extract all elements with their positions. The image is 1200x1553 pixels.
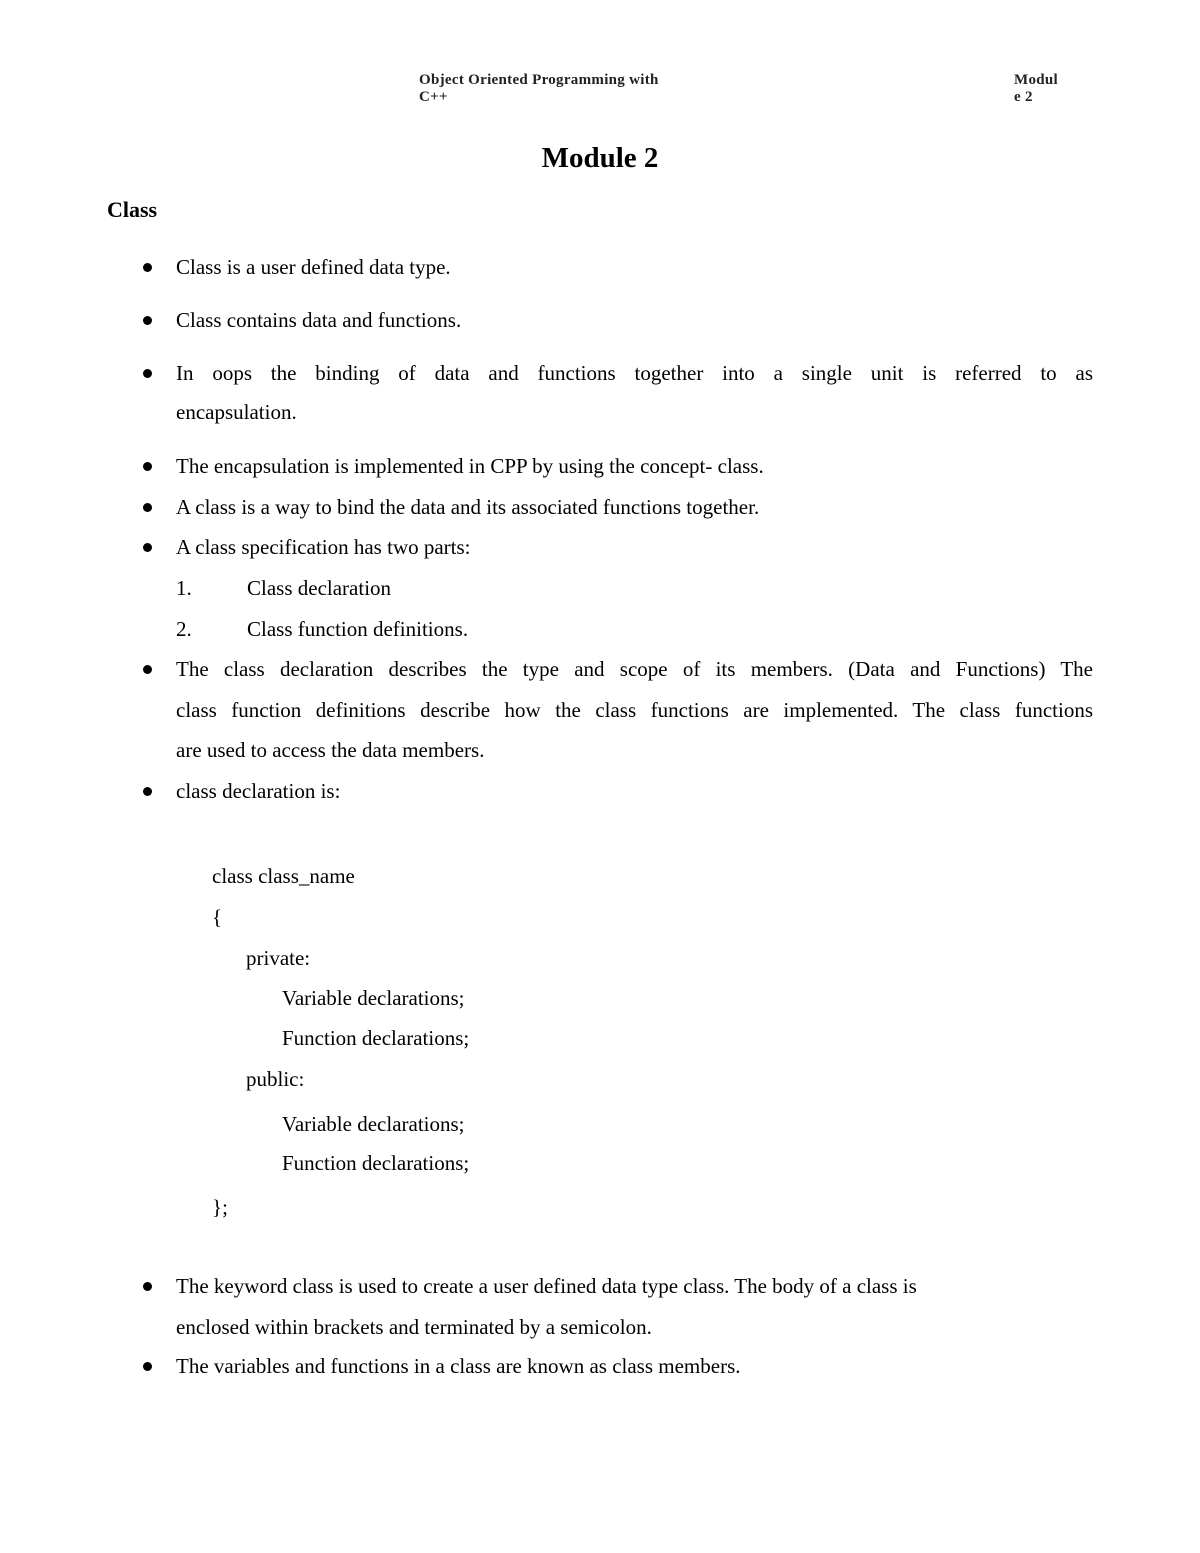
- section-heading: Class: [107, 197, 158, 222]
- bullet-item: Class contains data and functions.: [176, 308, 462, 332]
- bullet-item: Class is a user defined data type.: [176, 255, 451, 279]
- header-title-line2: C++: [419, 89, 448, 105]
- bullet-dot: [143, 1282, 152, 1291]
- code-line: public:: [246, 1067, 305, 1091]
- header-title-line1: Object Oriented Programming with: [419, 72, 659, 88]
- bullet-dot: [143, 316, 152, 325]
- bullet-item: The variables and functions in a class are known as class members.: [176, 1354, 741, 1378]
- bullet-dot: [143, 503, 152, 512]
- bullet-dot: [143, 787, 152, 796]
- code-line: Variable declarations;: [282, 1112, 465, 1136]
- bullet-item: The encapsulation is implemented in CPP by using the concept- class.: [176, 454, 764, 478]
- bullet-dot: [143, 543, 152, 552]
- numbered-item-number: 2.: [176, 617, 192, 641]
- numbered-item-text: Class declaration: [247, 576, 392, 600]
- header-module-line1: Modul: [1014, 72, 1059, 88]
- bullet-dot: [143, 263, 152, 272]
- bullet-item-line: encapsulation.: [176, 400, 297, 424]
- bullet-item-line: In oops the binding of data and functions together into a single unit is referred to as: [176, 361, 1093, 385]
- code-line: };: [212, 1195, 228, 1219]
- running-header-module: [1014, 72, 1094, 106]
- bullet-dot: [143, 1362, 152, 1371]
- code-line: Function declarations;: [282, 1026, 470, 1050]
- bullet-dot: [143, 369, 152, 378]
- code-line: private:: [246, 946, 311, 970]
- bullet-item-line: The keyword class is used to create a user defined data type class. The body of a class is: [176, 1274, 917, 1298]
- bullet-item: class declaration is:: [176, 779, 341, 803]
- bullet-item-line: class function definitions describe how the class functions are implemented. The class functions: [176, 698, 1093, 722]
- bullet-item-line: The class declaration describes the type and scope of its members. (Data and Functions) The: [176, 657, 1093, 681]
- code-line: Function declarations;: [282, 1151, 470, 1175]
- bullet-dot: [143, 462, 152, 471]
- bullet-item-line: are used to access the data members.: [176, 738, 485, 762]
- code-line: Variable declarations;: [282, 986, 465, 1010]
- bullet-item: A class is a way to bind the data and its associated functions together.: [176, 495, 760, 519]
- bullet-item: A class specification has two parts:: [176, 535, 471, 559]
- numbered-item-number: 1.: [176, 576, 192, 600]
- numbered-item-text: Class function definitions.: [247, 617, 469, 641]
- code-line: {: [212, 905, 223, 929]
- code-line: class class_name: [212, 864, 355, 888]
- running-header-title: [419, 72, 779, 106]
- bullet-dot: [143, 665, 152, 674]
- page-title: Module 2: [541, 142, 659, 174]
- header-module-line2: e 2: [1014, 89, 1033, 105]
- bullet-item-line: enclosed within brackets and terminated by a semicolon.: [176, 1315, 652, 1339]
